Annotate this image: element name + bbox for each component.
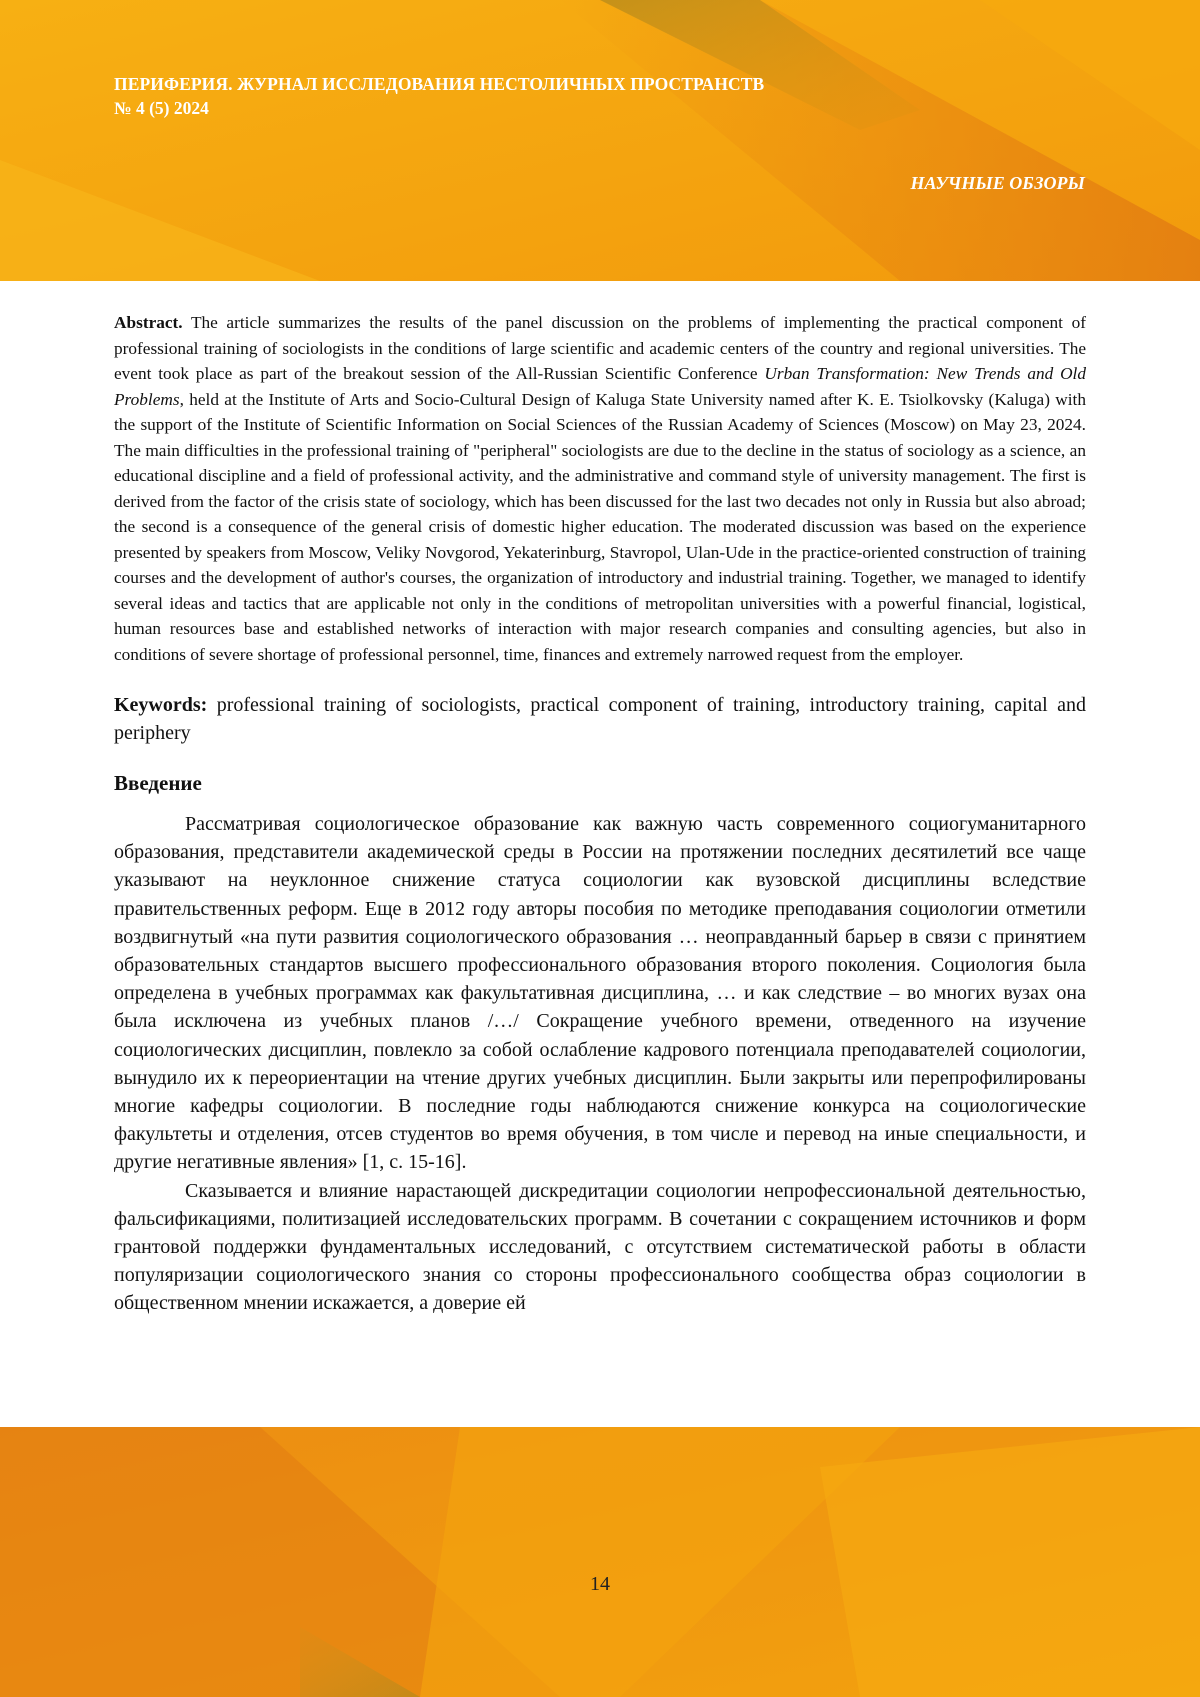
page-number: 14 (590, 1573, 610, 1595)
section-heading-introduction: Введение (114, 771, 202, 795)
keywords-label: Keywords: (114, 694, 208, 716)
abstract-label: Abstract. (114, 313, 183, 332)
header-band (0, 0, 1200, 281)
journal-title: ПЕРИФЕРИЯ. ЖУРНАЛ ИССЛЕДОВАНИЯ НЕСТОЛИЧНЫХ ПРОСТРАНСТВ (114, 74, 765, 94)
section-label: НАУЧНЫЕ ОБЗОРЫ (910, 173, 1085, 193)
footer-background-graphic (0, 1427, 1200, 1697)
keywords-text: professional training of sociologists, practical component of training, introductory training, capital and periphery (114, 694, 1086, 744)
abstract-text-part-2: , held at the Institute of Arts and Socio-Cultural Design of Kaluga State University named after K. E. Tsiolkovsky (Kaluga) with the support of the Institute of Scientific Information on Social Sciences of the Russian Academy of Sciences (Moscow) on May 23, 2024. The main difficulties in the professional training of "peripheral" sociologists are due to the decline in the status of sociology as a science, an educational discipline and a field of professional activity, and the administrative and command style of university management. The first is derived from the factor of the crisis state of sociology, which has been discussed for the last two decades not only in Russia but also abroad; the second is a consequence of the general crisis of domestic higher education. The moderated discussion was based on the experience presented by speakers from Moscow, Veliky Novgorod, Yekaterinburg, Stavropol, Ulan-Ude in the practice-oriented construction of training courses and the development of author's courses, the organization of introductory and industrial training. Together, we managed to identify several ideas and tactics that are applicable not only in the conditions of metropolitan universities with a powerful financial, logistical, human resources base and established networks of interaction with major research companies and consulting agencies, but also in conditions of severe shortage of professional personnel, time, finances and extremely narrowed request from the employer. (114, 389, 1086, 664)
keywords (114, 691, 1086, 747)
abstract-text-part-1: The article summarizes the results of the panel discussion on the problems of implementing the practical component of professional training of sociologists in the conditions of large scientific and academic centers of the country and regional universities. The event took place as part of the breakout session of the All-Russian Scientific Conference (114, 313, 1086, 383)
body-paragraph-2: Сказывается и влияние нарастающей дискредитации социологии непрофессиональной деятельностью, фальсификациями, политизацией исследовательских программ. В сочетании с сокращением источников и форм грантовой поддержки фундаментальных исследований, с отсутствием систематической работы в области популяризации социологического знания со стороны профессионального сообщества образ социологии в общественном мнении искажается, а доверие ей (114, 1179, 1086, 1315)
footer-band (0, 1427, 1200, 1697)
article-content (114, 310, 1086, 1318)
header-background-graphic (0, 0, 1200, 281)
abstract (114, 310, 1086, 667)
body-paragraph-1: Рассматривая социологическое образование как важную часть современного социогуманитарного образования, представители академической среды в России на протяжении последних десятилетий все чаще указывают на неуклонное снижение статуса социологии как вузовской дисциплины вследствие правительственных реформ. Еще в 2012 году авторы пособия по методике преподавания социологии отметили воздвигнутый «на пути развития социологического образования … неоправданный барьер в связи с принятием образовательных стандартов высшего профессионального образования второго поколения. Социология была определена в учебных программах как факультативная дисциплина, … и как следствие – во многих вузах она была исключена из учебных планов /…/ Сокращение учебного времени, отведенного на изучение социологических дисциплин, повлекло за собой ослабление кадрового потенциала преподавателей социологии, вынудило их к переориентации на чтение других учебных дисциплин. Были закрыты или перепрофилированы многие кафедры социологии. В последние годы наблюдаются снижение конкурса на социологические факультеты и отделения, отсев студентов во время обучения, в том числе и перевод на иные специальности, и другие негативные явления» [1, с. 15-16]. (114, 813, 1086, 1174)
journal-issue: № 4 (5) 2024 (114, 98, 209, 118)
conference-title: Urban Transformation: New Trends and Old Problems (114, 364, 1086, 409)
